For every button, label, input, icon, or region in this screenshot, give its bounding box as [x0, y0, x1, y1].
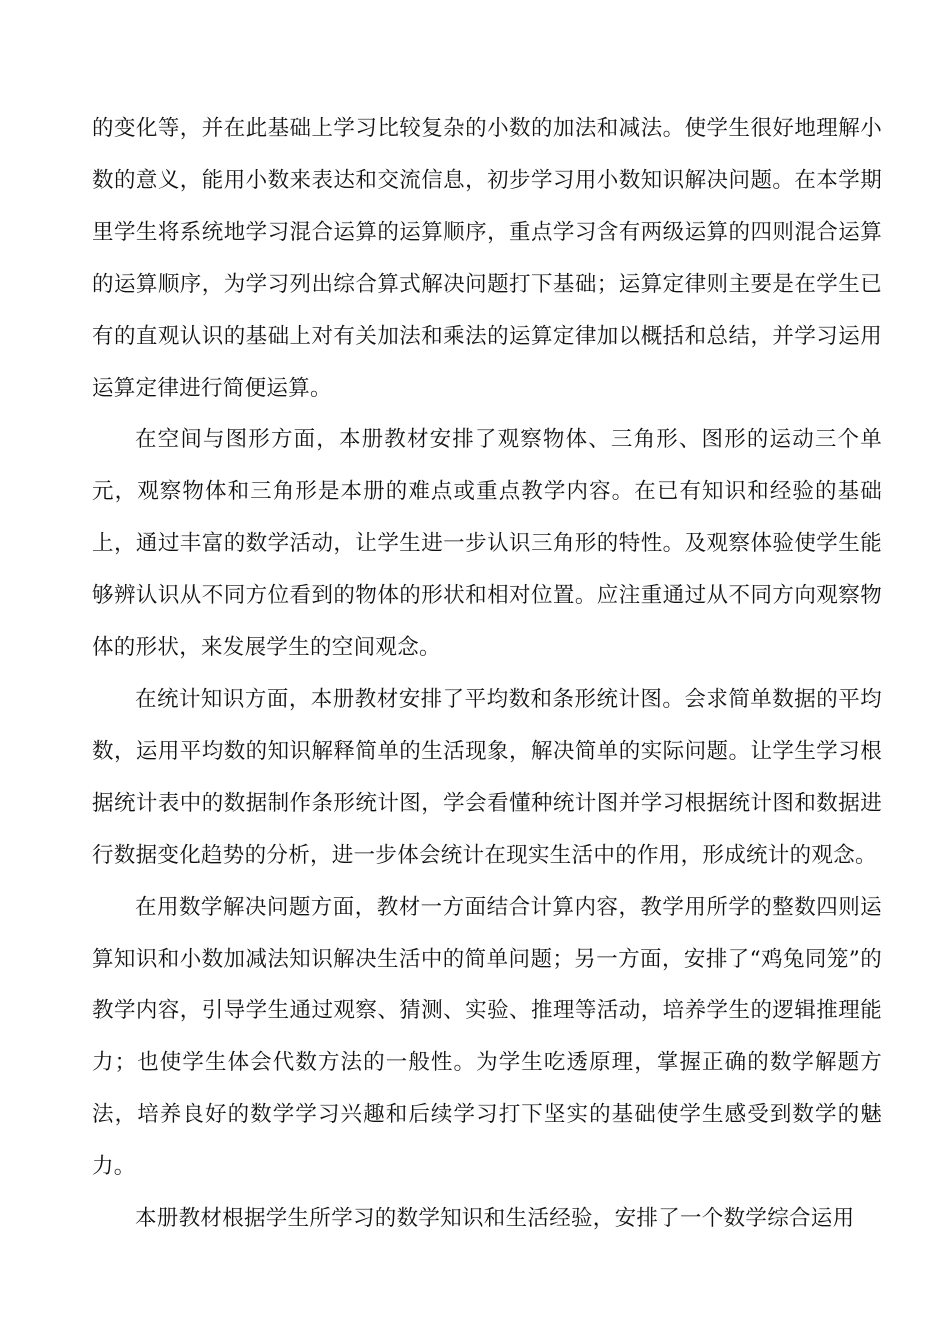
- paragraph-arithmetic: 的变化等，并在此基础上学习比较复杂的小数的加法和减法。使学生很好地理解小数的意义，能用小数来表达和交流信息，初步学习用小数知识解决问题。在本学期里学生将系统地学习混合运算的运算顺序，重点学习含有两级运算的四则混合运算的运算顺序，为学习列出综合算式解决问题打下基础；运算定律则主要是在学生已有的直观认识的基础上对有关加法和乘法的运算定律加以概括和总结，并学习运用运算定律进行简便运算。: [92, 116, 882, 401]
- paragraph-comprehensive-application: 本册教材根据学生所学习的数学知识和生活经验，安排了一个数学综合运用: [135, 1206, 855, 1232]
- document-body: [92, 103, 882, 1245]
- paragraph-space-and-shapes: 在空间与图形方面，本册教材安排了观察物体、三角形、图形的运动三个单元，观察物体和三角形是本册的难点或重点教学内容。在已有知识和经验的基础上，通过丰富的数学活动，让学生进一步认识三角形的特性。及观察体验使学生能够辨认识从不同方位看到的物体的形状和相对位置。应注重通过从不同方向观察物体的形状，来发展学生的空间观念。: [92, 427, 882, 661]
- paragraph-statistics: 在统计知识方面，本册教材安排了平均数和条形统计图。会求简单数据的平均数，运用平均数的知识解释简单的生活现象，解决简单的实际问题。让学生学习根据统计表中的数据制作条形统计图，学会看懂种统计图并学习根据统计图和数据进行数据变化趋势的分析，进一步体会统计在现实生活中的作用，形成统计的观念。: [92, 686, 882, 868]
- paragraph-problem-solving: 在用数学解决问题方面，教材一方面结合计算内容，教学用所学的整数四则运算知识和小数加减法知识解决生活中的简单问题；另一方面，安排了“鸡兔同笼”的教学内容，引导学生通过观察、猜测、实验、推理等活动，培养学生的逻辑推理能力；也使学生体会代数方法的一般性。为学生吃透原理，掌握正确的数学解题方法，培养良好的数学学习兴趣和后续学习打下坚实的基础使学生感受到数学的魅力。: [92, 894, 882, 1180]
